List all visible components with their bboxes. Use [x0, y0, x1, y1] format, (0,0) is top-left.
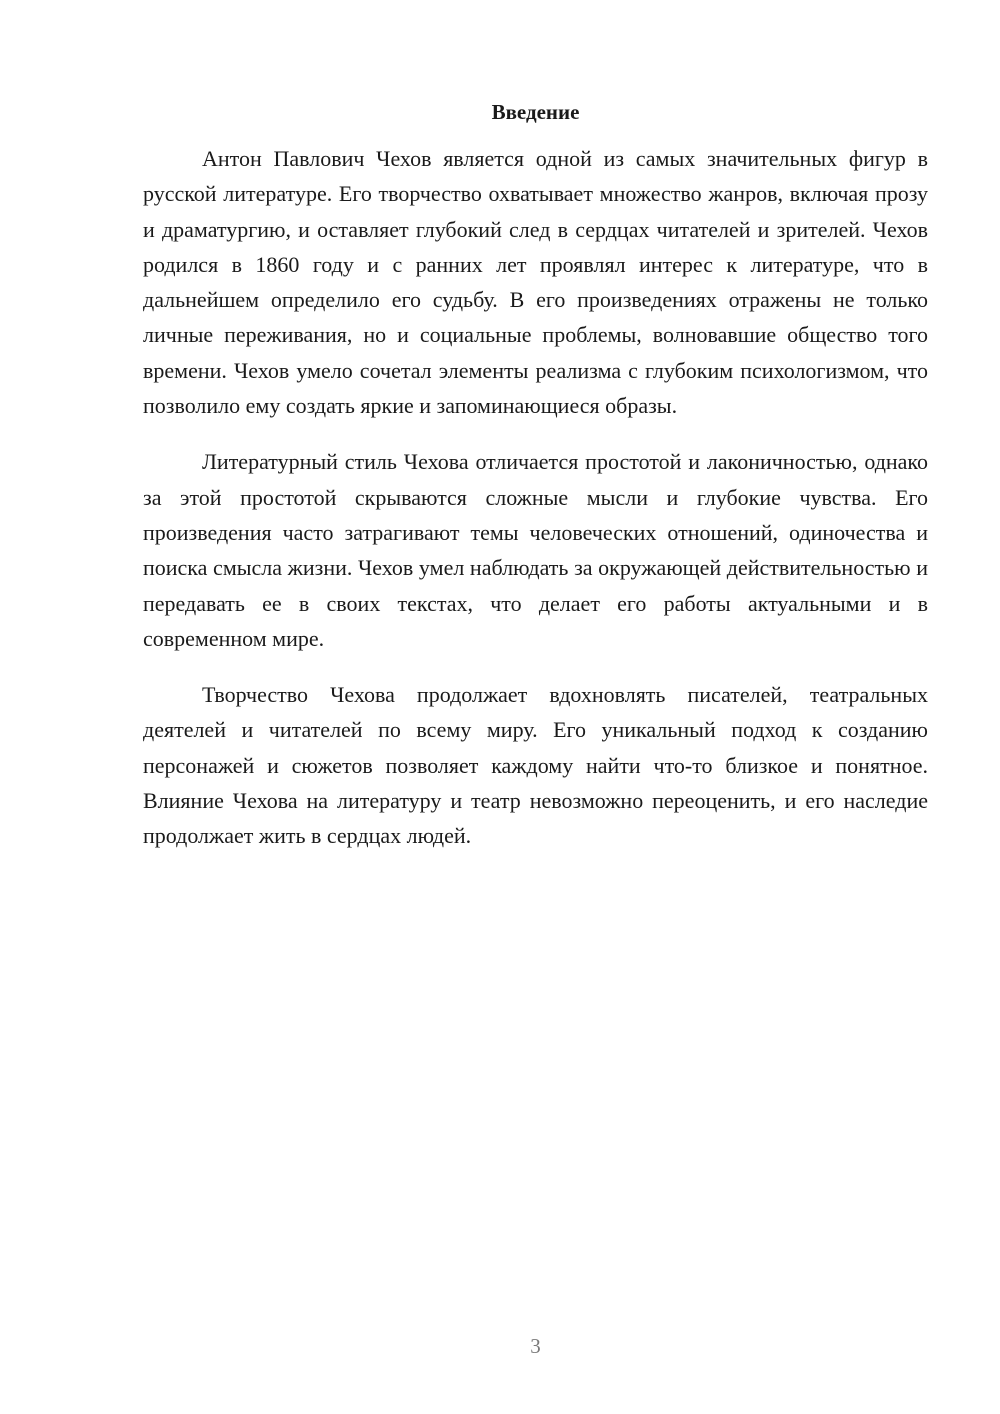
paragraph-3: Творчество Чехова продолжает вдохновлять писателей, театральных деятелей и читателей по всему миру. Его уникальный подход к созданию персонажей и сюжетов позволяет каждому найти что-то близкое и понятное. Влияние Чехова на литературу и театр невозможно переоценить, и его наследие продолжает жить в сердцах людей.: [143, 682, 928, 849]
section-heading: Введение: [491, 100, 580, 124]
paragraph-1: Антон Павлович Чехов является одной из самых значительных фигур в русской литературе. Его творчество охватывает множество жанров, включая прозу и драматургию, и оставляет глубокий след в сердцах читателей и зрителей. Чехов родился в 1860 году и с ранних лет проявлял интерес к литературе, что в дальнейшем определило его судьбу. В его произведениях отражены не только личные переживания, но и социальные проблемы, волновавшие общество того времени. Чехов умело сочетал элементы реализма с глубоким психологизмом, что позволило ему создать яркие и запоминающиеся образы.: [143, 146, 928, 419]
page-number: 3: [530, 1334, 541, 1358]
body-text: [143, 141, 928, 875]
paragraph-2: Литературный стиль Чехова отличается простотой и лаконичностью, однако за этой простотой скрываются сложные мысли и глубокие чувства. Его произведения часто затрагивают темы человеческих отношений, одиночества и поиска смысла жизни. Чехов умел наблюдать за окружающей действительностью и передавать ее в своих текстах, что делает его работы актуальными и в современном мире.: [143, 449, 928, 651]
